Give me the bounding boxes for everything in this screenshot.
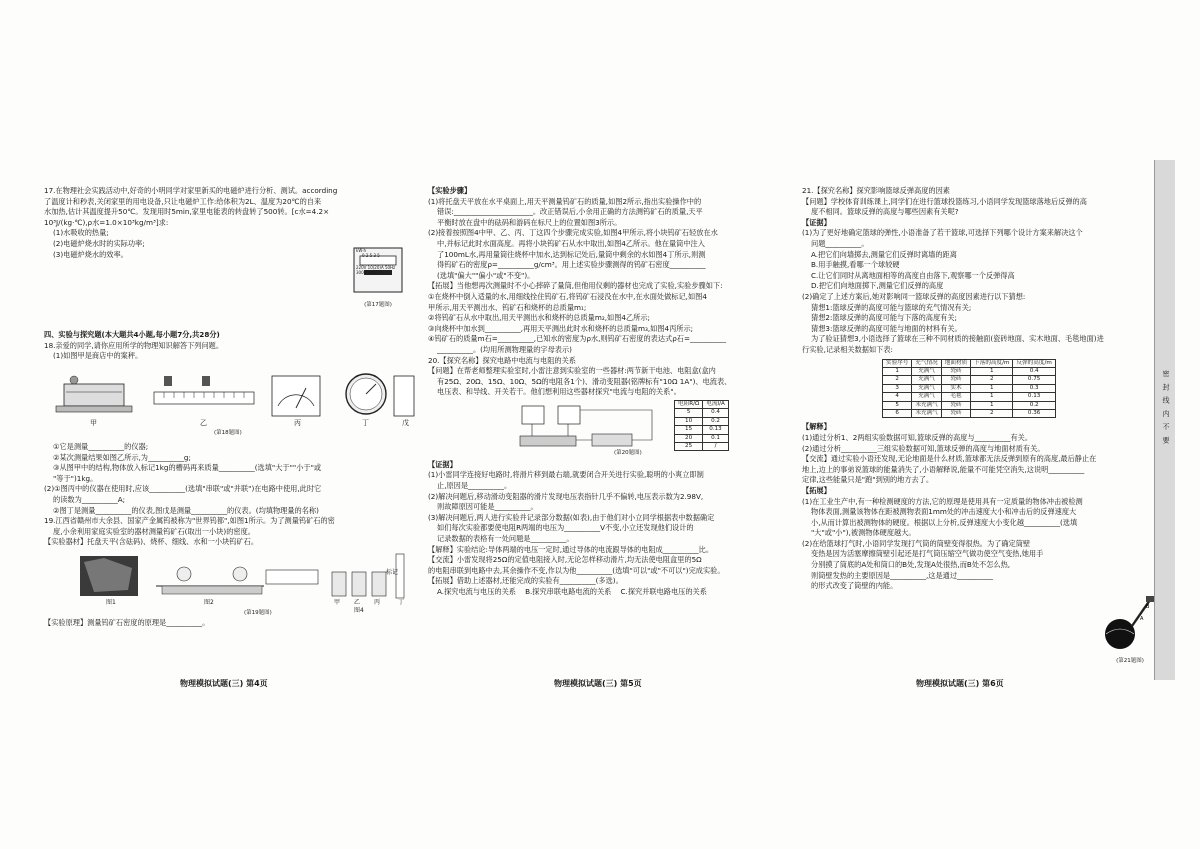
text-line: 【交流】通过实验小语还发现,无论地面是什么材质,篮球都无法反弹到原有的高度,最后静止在: [802, 454, 1097, 464]
text-line: 18.亲爱的同学,请你应用所学的物理知识解答下列问题。: [44, 340, 224, 350]
table-cell: 充满气: [912, 393, 941, 401]
text-line: 小,从而计算出被测物体的硬度。根据以上分析,反弹速度大小变化越__________(选填: [811, 517, 1078, 527]
table-header: 地面材质: [941, 359, 970, 367]
page-footer: 物理模拟试题(三) 第5页: [554, 679, 642, 688]
table-header: 电阻R/Ω: [675, 400, 703, 408]
table-cell: 2: [883, 376, 912, 384]
text-line: 【实验步骤】: [428, 186, 472, 195]
text-line: ④钨矿石的质量m石=__________,已知水的密度为ρ水,则钨矿石密度的表达式ρ石=__________: [428, 334, 726, 344]
table-cell: 0.4: [1013, 367, 1055, 375]
text-line: ③从图甲中的结构,物体放入标记1kg的槽码再来质量__________(选填"大于""小于"或: [53, 463, 322, 473]
figure-caption: (第19题图): [244, 609, 272, 616]
text-line: 21.【探究名称】探究影响篮球反弹高度的因素: [802, 186, 950, 195]
text-line: 【解释】实验结论:导体两端的电压一定时,通过导体的电流跟导体的电阻成__________比。: [428, 544, 714, 554]
text-line: 地上,边上的事弟说篮球的能量消失了,小语解释说,能量不可能凭空消失,这说明__________: [802, 464, 1085, 474]
table-header: 电流I/A: [703, 400, 729, 408]
figure-caption: (第18题图): [214, 429, 242, 436]
rebound-data-table: [882, 359, 1056, 419]
text-line: (1)将托盘天平放在水平桌面上,用天平测量钨矿石的质量,如图2所示,指出实验操作中的: [428, 196, 702, 206]
meter-unit: kW·h: [356, 248, 367, 253]
table-cell: 1: [971, 367, 1013, 375]
text-line: 度不相同。篮球反弹的高度与哪些因素有关呢?: [811, 207, 959, 217]
page-5-column: [428, 186, 790, 598]
table-cell: 6: [883, 409, 912, 417]
table-cell: 0.36: [1013, 409, 1055, 417]
table-cell: 瓷砖: [941, 409, 970, 417]
text-line: 分别摸了筒底的A处和筒口的B处,发现A处很热,而B处不怎么热,: [811, 560, 1011, 570]
text-line: ①在烧杯中倒入适量的水,用细线拴住钨矿石,将钨矿石浸没在水中,在水面处做标记,如图4: [428, 291, 707, 301]
table-row: [883, 384, 1056, 392]
text-line: (2)解决问题后,移动滑动变阻器的滑片发现电压表指针几乎不偏转,电压表示数为2.98V,: [428, 491, 704, 501]
text-line: 【拓展】当他想再次测量时不小心摔碎了量筒,但他用仪剩的器材也完成了实验,实验步骤如下:: [428, 281, 723, 291]
text-line: 了温度计和秒表,关闭家里的用电设备,只让电磁炉工作:给体积为2L、温度为20℃的自来: [44, 196, 322, 206]
text-line: (1)如图甲是商店中的案秤。: [53, 351, 143, 361]
question-17: [44, 186, 344, 260]
table-cell: 充满气: [912, 367, 941, 375]
table-cell: 充满气: [912, 384, 941, 392]
figure-label: 图2: [204, 598, 214, 606]
table-cell: 1: [971, 384, 1013, 392]
text-line: 物体表面,测量该物体在距被测物表面1mm处的冲击速度大小和冲击后的反弹速度大: [811, 507, 1077, 517]
table-cell: 瓷砖: [941, 376, 970, 384]
table-cell: 5: [675, 409, 703, 417]
table-row: [883, 409, 1056, 417]
text-line: 猜想3:篮球反弹的高度可能与地面的材料有关。: [811, 323, 962, 333]
text-line: 中,并标记此时水面高度。再将小块钨矿石从水中取出,如图4乙所示。他在量筒中注入: [437, 238, 705, 248]
table-cell: 1: [971, 401, 1013, 409]
table-header: 下落的高度/m: [971, 359, 1013, 367]
text-line: (2)在给篮球打气时,小语同学发现打气筒的筒壁变得很热。为了确定筒壁: [802, 538, 1031, 548]
svg-text:A: A: [1140, 616, 1144, 622]
text-line: ③向烧杯中加水到__________,再用天平测出此时水和烧杯的总质量m₃,如图4丙所示;: [428, 323, 694, 333]
figure-caption: (第21题图): [1116, 657, 1144, 664]
text-line: 问题__________。: [811, 238, 869, 248]
section-heading: 四、实验与探究题(本大题共4小题,每小题7分,共28分): [44, 330, 220, 340]
text-line: 猜想1:篮球反弹的高度可能与篮球的充气情况有关;: [811, 302, 972, 312]
table-cell: 瓷砖: [941, 367, 970, 375]
figure-label: 丁: [362, 418, 369, 427]
table-cell: 0.75: [1013, 376, 1055, 384]
table-cell: 0.13: [1013, 393, 1055, 401]
text-line: __________。(均用所测物理量的字母表示): [437, 344, 572, 354]
text-line: 17.在物理社会实践活动中,好奇的小明同学对家里新买的电磁炉进行分析、测试。according: [44, 186, 338, 195]
table-row: [675, 417, 729, 425]
figure-label: 甲: [90, 418, 97, 427]
text-line: 变热是因为活塞摩擦筒壁引起还是打气筒压缩空气做功使空气变热,她用手: [811, 549, 1044, 559]
table-cell: 2: [971, 409, 1013, 417]
text-line: B.用手触摸,看哪一个球较硬: [811, 260, 900, 270]
mineral-figure: [44, 548, 416, 606]
page-footer: 物理模拟试题(三) 第4页: [180, 679, 268, 688]
text-line: "等于")1kg。: [53, 473, 98, 483]
instrument-figure: [44, 362, 416, 432]
text-line: (2)①图丙中的仪器在使用时,应该__________(选填"串联"或"并联")在电路中使用,此时它: [44, 484, 322, 494]
text-line: (2)接着按照图4中甲、乙、丙、丁这四个步骤完成实验,如图4甲所示,将小块钨矿石轻放在水: [428, 228, 718, 238]
table-cell: 15: [675, 426, 703, 434]
text-line: (1)水吸收的热量;: [53, 228, 109, 238]
text-line: 【问题】在帮老师整理实验室时,小雷注意到实验室的一些器材:两节新干电池、电阻盒(盒内: [428, 366, 716, 376]
table-row: [883, 376, 1056, 384]
svg-text:B: B: [1146, 604, 1150, 610]
text-line: 【实验器材】托盘天平(含砝码)、烧杯、细线、水和一小块钨矿石。: [44, 537, 259, 547]
figure-label: 戊: [402, 418, 409, 427]
table-cell: 10: [675, 417, 703, 425]
option-a: A.探究电流与电压的关系: [437, 587, 516, 596]
binding-margin-text: 密 封 线 内 不 要: [1162, 370, 1170, 446]
table-cell: 0.4: [703, 409, 729, 417]
table-header: 实验序号: [883, 359, 912, 367]
options-row: [428, 587, 790, 598]
table-row: [675, 442, 729, 450]
table-header: 反弹的高度/m: [1013, 359, 1055, 367]
table-row: [883, 393, 1056, 401]
text-line: (选填"偏大""偏小"或"不变")。: [437, 270, 535, 280]
text-line: 错误:______________________。改正错误后,小余用正确的方法测钨矿石的质量,天平: [437, 207, 703, 217]
text-line: 行实验,记录相关数据如下表:: [802, 344, 893, 354]
text-line: 20.【探究名称】探究电路中电流与电阻的关系: [428, 355, 576, 365]
text-line: 19.江西省赣州市大余县、国家产金属钨被称为"世界钨都",如图1所示。为了测量钨矿石的密: [44, 516, 335, 526]
text-line: 有25Ω、20Ω、15Ω、10Ω、5Ω的电阻各1个)、滑动变阻器(铭牌标有"10Ω 1A")、电流表、: [437, 376, 732, 386]
text-line: (2)确定了上述方案后,她对影响同一篮球反弹的高度因素进行以下猜想:: [802, 291, 1026, 301]
text-line: 【实验原理】测量钨矿石密度的原理是__________。: [44, 617, 210, 627]
option-b: B.探究串联电路电流的关系: [525, 587, 612, 596]
circuit-figure: [512, 400, 672, 456]
text-line: 【拓展】借助上述器材,还能完成的实验有__________(多选)。: [428, 576, 623, 586]
text-line: (2)通过分析__________三组实验数据可知,篮球反弹的高度与地面材质有关。: [802, 443, 1045, 453]
text-line: C.让它们同时从离地面相等的高度自由落下,观察哪一个反弹得高: [811, 270, 1015, 280]
text-line: 水加热,估计其温度提升50℃。发现用时5min,家里电能表的转盘转了500转。[c水=4.2×: [44, 207, 330, 217]
text-line: 则故障原因可能是__________。: [437, 502, 538, 512]
table-cell: 未充满气: [912, 401, 941, 409]
table-cell: 2: [971, 376, 1013, 384]
figure-label: 丁: [398, 598, 405, 606]
text-line: ②图丁是测量__________的仪表,图戊是测量__________的仪表。(均填物理量的名称): [53, 505, 319, 515]
text-line: ①它是测量__________的仪器;: [53, 441, 149, 451]
text-line: (2)电磁炉烧水时的实际功率;: [53, 238, 145, 248]
table-header: 充气情况: [912, 359, 941, 367]
table-cell: 0.3: [1013, 384, 1055, 392]
figure-label: 乙: [354, 598, 361, 606]
page-6-column: [802, 186, 1150, 664]
table-cell: 未充满气: [912, 409, 941, 417]
text-line: 了100mL水,再用量筒往烧杯中加水,达到标记处后,量筒中剩余的水如图4丁所示,则测: [437, 249, 706, 259]
text-line: 得钨矿石的密度ρ=__________g/cm³。用上述实验步骤测得的钨矿石密度__________: [437, 260, 706, 270]
table-cell: 3: [883, 384, 912, 392]
question-19-figure: [44, 548, 416, 618]
table-cell: 1: [971, 393, 1013, 401]
text-line: 如们每次实验都要使电阻R两端的电压为__________V不变,小立还发现他们设计的: [437, 523, 694, 533]
question-20-figure: [428, 398, 790, 460]
table-cell: 0.13: [703, 426, 729, 434]
text-line: "大"或"小"),被测物体硬度越大。: [811, 528, 916, 538]
table-cell: 0.2: [1013, 401, 1055, 409]
page-footer: 物理模拟试题(三) 第6页: [916, 679, 1004, 688]
text-line: A.把它们向墙掷去,测量它们反弹时离墙的距离: [811, 249, 957, 259]
text-line: (3)解决问题后,两人进行实验并记录部分数据(如表),由于他们对小立同学根据表中数据确定: [428, 512, 715, 522]
text-line: ②将钨矿石从水中取出,用天平测出水和烧杯的总质量m₂,如图4乙所示;: [428, 313, 650, 323]
text-line: 【证据】: [428, 459, 457, 469]
table-cell: 0.2: [703, 417, 729, 425]
data-table: [674, 400, 729, 451]
text-line: 【问题】学校体育训练课上,同学们在进行篮球投篮练习,小语同学发现篮球落地后反弹的高: [802, 196, 1087, 206]
text-line: (1)小雷同学连接好电路时,将滑片移到最右端,就要闭合开关进行实验,聪明的小爽立即制: [428, 470, 704, 480]
table-cell: 实木: [941, 384, 970, 392]
text-line: 度,小余利用家庭实验室的器材测量钨矿石(取出一小块)的密度。: [53, 526, 255, 536]
text-line: (3)电磁炉烧水的效率。: [53, 249, 128, 259]
table-row: [883, 401, 1056, 409]
table-cell: 20: [675, 434, 703, 442]
text-line: 10³J/(kg·℃),ρ水=1.0×10³kg/m³]求:: [44, 217, 169, 227]
text-line: 电压表、和导线、开关若干。他们想利用这些器材探究"电流与电阻的关系"。: [437, 387, 681, 397]
table-cell: 0.1: [703, 434, 729, 442]
figure-label: 图4: [354, 606, 364, 614]
text-line: 甲所示,用天平测出水、钨矿石和烧杯的总质量m₁;: [428, 302, 587, 312]
table-cell: 25: [675, 442, 703, 450]
text-line: 【解释】: [802, 422, 831, 432]
meter-spec: 220V 10(20)A 50Hz: [356, 265, 396, 270]
question-18-figure: [44, 362, 416, 442]
text-line: 【证据】: [802, 217, 831, 227]
text-line: D.把它们向地面掷下,测量它们反弹的高度: [811, 281, 944, 291]
table-row: [675, 434, 729, 442]
text-line: (1)在工业生产中,有一种检测硬度的方法,它的原理是使用具有一定质量的物体冲击被检测: [802, 496, 1083, 506]
text-line: 定律,这些能量只是"跑"到别的地方去了。: [802, 475, 934, 485]
table-row: [675, 409, 729, 417]
energy-meter-figure: [350, 246, 406, 308]
text-line: 平衡时放在盘中的砝码和游码在标尺上的位置如图3所示。: [437, 217, 622, 227]
meter-constant: 3000r/(kW·h): [356, 269, 383, 275]
figure-label: 乙: [200, 418, 207, 427]
text-line: (1)通过分析1、2两组实验数据可知,篮球反弹的高度与__________有关。: [802, 432, 1033, 442]
figure-label: 丙: [294, 418, 301, 427]
table-cell: 毛毯: [941, 393, 970, 401]
text-line: 猜想2:篮球反弹的高度可能与下落的高度有关;: [811, 313, 957, 323]
figure-label: 标记: [386, 568, 399, 576]
text-line: 的电阻串联到电路中去,其余操作不变,作以为他__________(选填"可以"或"不可以")完成实验。: [428, 565, 725, 575]
table-row: [675, 426, 729, 434]
table-cell: 瓷砖: [941, 401, 970, 409]
page-4-column: [44, 186, 416, 628]
meter-reading: 0 2 5 3 5: [362, 252, 380, 258]
figure-label: 图1: [106, 598, 116, 606]
figure-caption: (第17题图): [364, 301, 392, 308]
text-line: 则筒壁发热的主要原因是__________,这是通过__________: [811, 570, 993, 580]
table-cell: /: [703, 442, 729, 450]
table-cell: 1: [883, 367, 912, 375]
table-row: [883, 367, 1056, 375]
option-c: C.探究并联电路电压的关系: [620, 587, 707, 596]
table-cell: 4: [883, 393, 912, 401]
text-line: 止,原因是__________。: [437, 481, 512, 491]
figure-caption: (第20题图): [614, 449, 642, 456]
text-line: 的形式改变了筒壁的内能。: [811, 581, 898, 591]
text-line: 【交流】小雷发现将25Ω的定值电阻接入时,无论怎样移动滑片,均无法使电阻盒里的5Ω: [428, 555, 702, 565]
text-line: 【拓展】: [802, 485, 831, 495]
text-line: 为了验证猜想3,小语选择了篮球在三种不同材质的接触面(瓷砖地面、实木地面、毛毯地面)进: [811, 334, 1104, 344]
basketball-pump-icon: [1102, 594, 1158, 652]
text-line: ②某次测量结果如图乙所示,为__________g;: [53, 452, 191, 462]
table-cell: 5: [883, 401, 912, 409]
figure-label: 甲: [334, 598, 341, 606]
text-line: (1)为了更好地确定篮球的弹性,小语准备了若干篮球,可选择下列哪个设计方案来解决这个: [802, 228, 1083, 238]
table-cell: 充满气: [912, 376, 941, 384]
question-21-figure: [1102, 594, 1158, 664]
text-line: 的读数为__________A;: [53, 494, 126, 504]
text-line: 记录数据的表格有一处问题是__________。: [437, 534, 574, 544]
figure-label: 丙: [374, 598, 381, 606]
